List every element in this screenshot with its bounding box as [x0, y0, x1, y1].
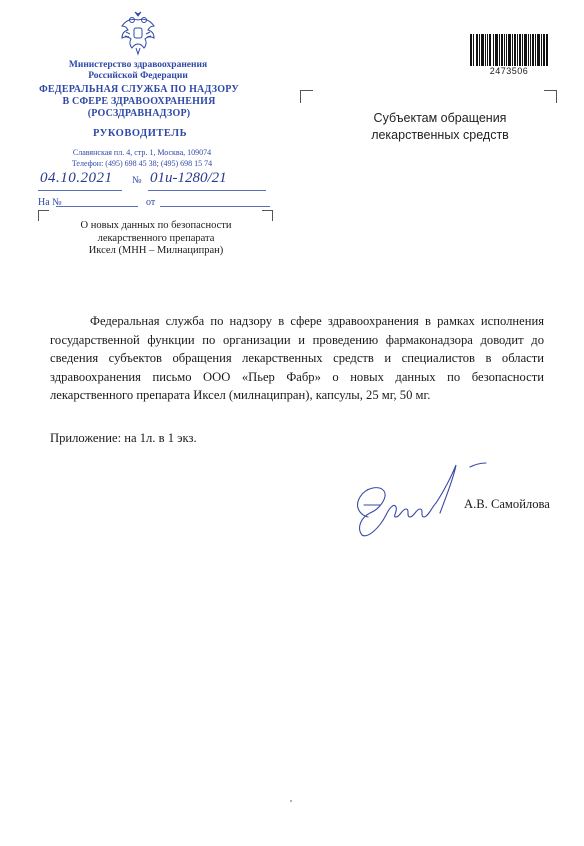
handwritten-date: 04.10.2021 [40, 170, 113, 186]
addressee-line2: лекарственных средств [371, 128, 509, 142]
addressee [340, 110, 540, 144]
subject-bracket-right [262, 210, 273, 221]
ref-number-underline [56, 206, 138, 207]
barcode-number: 2473506 [489, 66, 529, 76]
number-value: 01и-1280 [150, 170, 208, 186]
head-title: РУКОВОДИТЕЛЬ [92, 128, 188, 139]
letter-body: Федеральная служба по надзору в сфере здравоохранения в рамках исполнения государственной функции по организации и проведению фармаконадзора доводит до сведения субъектов обращения лекарственных средств и специалистов в области здравоохранения письмо ООО «Пьер Фабр» о новых данных по безопасности лекарственного препарата Иксел (милнаципран), капсулы, 25 мг, 50 мг. [50, 314, 544, 403]
subject-line3: Иксел (МНН – Милнаципран) [88, 245, 224, 256]
address-line1: Славянская пл. 4, стр. 1, Москва, 109074 [72, 148, 212, 157]
subject-bracket-left [38, 210, 49, 221]
agency-line3: (РОСЗДРАВНАДЗОР) [87, 108, 191, 119]
agency-name [30, 84, 248, 120]
subject-line2: лекарственного препарата [97, 232, 215, 244]
barcode-icon [470, 34, 548, 66]
agency-line2: В СФЕРЕ ЗДРАВООХРАНЕНИЯ [62, 96, 216, 107]
addressee-line1: Субъектам обращения [373, 111, 507, 125]
number-year: 21 [211, 170, 227, 186]
number-underline [148, 190, 266, 191]
coat-of-arms-icon [118, 10, 158, 58]
ref-number-label: На № [38, 197, 62, 208]
attachment-note: Приложение: на 1л. в 1 экз. [50, 431, 197, 445]
agency-line1: ФЕДЕРАЛЬНАЯ СЛУЖБА ПО НАДЗОРУ [39, 84, 239, 95]
ministry-line1: Министерство здравоохранения [68, 60, 208, 70]
handwritten-number [150, 170, 227, 187]
ref-from-label: от [146, 197, 156, 208]
subject-line1: О новых данных по безопасности [80, 220, 232, 231]
agency-address [36, 147, 248, 169]
date-underline [38, 190, 122, 191]
signer-name: А.В. Самойлова [464, 497, 550, 511]
addressee-bracket-right [544, 90, 557, 103]
ministry-name [40, 60, 236, 82]
number-label: № [132, 175, 142, 186]
ref-from-underline [160, 206, 270, 207]
address-line2: Телефон: (495) 698 45 38; (495) 698 15 74 [71, 159, 213, 168]
addressee-bracket-left [300, 90, 313, 103]
scan-speck [290, 800, 292, 802]
letter-subject [56, 220, 256, 258]
ministry-line2: Российской Федерации [88, 71, 188, 81]
number-slash: / [207, 170, 212, 186]
